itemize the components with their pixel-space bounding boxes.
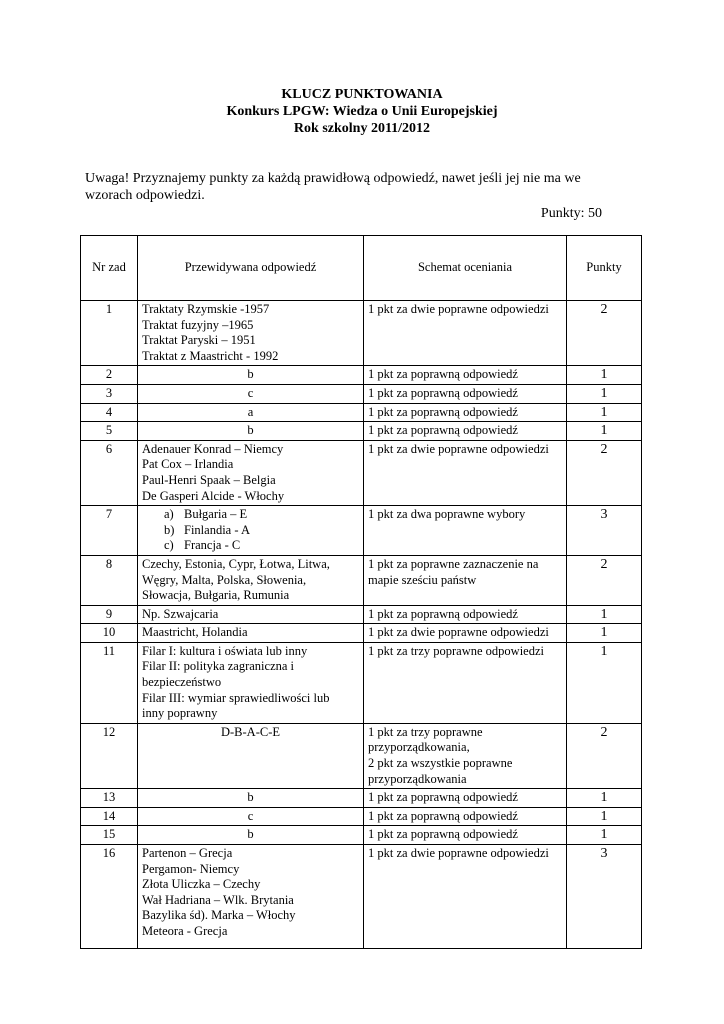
grading-scheme (364, 555, 567, 605)
scheme-line: 1 pkt za dwie poprawne odpowiedzi (368, 441, 549, 456)
points-value: 1 (567, 624, 642, 643)
grading-scheme (364, 605, 567, 624)
scheme-line: 1 pkt za poprawną odpowiedź (368, 790, 518, 805)
task-number: 7 (81, 506, 138, 556)
points-value: 2 (567, 723, 642, 788)
table-row (81, 845, 642, 949)
task-number: 9 (81, 605, 138, 624)
scheme-line: 1 pkt za poprawną odpowiedź (368, 423, 518, 438)
answer-line: b (247, 790, 254, 805)
answer-line: Złota Uliczka – Czechy (142, 877, 261, 892)
option-marker: c) (164, 538, 174, 553)
scheme-line: 1 pkt za trzy poprawne odpowiedzi (368, 643, 544, 658)
answer-line: c (247, 808, 254, 823)
note-line-1: Uwaga! Przyznajemy punkty za każdą prawidłową odpowiedź, nawet jeśli jej nie ma we (85, 171, 581, 186)
answer-option (142, 507, 359, 523)
grading-scheme (364, 403, 567, 422)
expected-answer (138, 301, 364, 366)
points-value: 2 (567, 440, 642, 505)
answer-line: Adenauer Konrad – Niemcy (142, 441, 284, 456)
answer-line: Pat Cox – Irlandia (142, 457, 234, 472)
table-row (81, 723, 642, 788)
grading-scheme (364, 422, 567, 441)
expected-answer (138, 807, 364, 826)
scheme-line: przyporządkowania (368, 771, 467, 786)
expected-answer (138, 826, 364, 845)
table-row (81, 826, 642, 845)
answer-line: Bazylika śd). Marka – Włochy (142, 908, 296, 923)
document-title: KLUCZ PUNKTOWANIA (281, 87, 443, 102)
grading-scheme (364, 384, 567, 403)
grading-scheme (364, 826, 567, 845)
option-marker: a) (164, 507, 174, 522)
table-row (81, 807, 642, 826)
answer-line: Słowacja, Bułgaria, Rumunia (142, 588, 290, 603)
expected-answer (138, 605, 364, 624)
header-answer: Przewidywana odpowiedź (138, 236, 364, 301)
grading-scheme (364, 642, 567, 723)
task-number: 5 (81, 422, 138, 441)
option-text: Francja - C (184, 538, 241, 553)
table-row (81, 403, 642, 422)
table-row (81, 506, 642, 556)
points-value: 1 (567, 642, 642, 723)
expected-answer (138, 723, 364, 788)
scheme-line: 1 pkt za dwie poprawne odpowiedzi (368, 625, 549, 640)
expected-answer (138, 845, 364, 949)
answer-option (142, 538, 359, 554)
answer-line: c (247, 385, 254, 400)
points-value: 3 (567, 506, 642, 556)
answer-line: bezpieczeństwo (142, 675, 222, 690)
answer-line: Węgry, Malta, Polska, Słowenia, (142, 572, 307, 587)
answer-line: Traktat z Maastricht - 1992 (142, 348, 279, 363)
grading-scheme (364, 789, 567, 808)
expected-answer (138, 384, 364, 403)
points-value: 1 (567, 403, 642, 422)
points-value: 1 (567, 789, 642, 808)
expected-answer (138, 555, 364, 605)
answer-option (142, 523, 359, 539)
task-number: 14 (81, 807, 138, 826)
table-row (81, 366, 642, 385)
table-row (81, 555, 642, 605)
expected-answer (138, 642, 364, 723)
table-row (81, 301, 642, 366)
table-row (81, 440, 642, 505)
table-header-row (81, 236, 642, 301)
grading-scheme (364, 723, 567, 788)
scheme-line: 1 pkt za dwie poprawne odpowiedzi (368, 302, 549, 316)
grading-scheme (364, 506, 567, 556)
document-subtitle: Konkurs LPGW: Wiedza o Unii Europejskiej (226, 104, 498, 119)
answer-line: Traktaty Rzymskie -1957 (142, 302, 270, 316)
scheme-line: 1 pkt za poprawną odpowiedź (368, 808, 518, 823)
scheme-line: przyporządkowania, (368, 740, 470, 755)
answer-line: Traktat Paryski – 1951 (142, 333, 256, 348)
answer-line: b (247, 367, 254, 382)
task-number: 1 (81, 301, 138, 366)
table-row (81, 642, 642, 723)
expected-answer (138, 624, 364, 643)
option-marker: b) (164, 522, 175, 537)
grading-scheme (364, 845, 567, 949)
answer-line: Czechy, Estonia, Cypr, Łotwa, Litwa, (142, 556, 330, 571)
task-number: 10 (81, 624, 138, 643)
header-nr: Nr zad (81, 236, 138, 301)
grading-scheme (364, 301, 567, 366)
points-value: 1 (567, 422, 642, 441)
scheme-line: 1 pkt za poprawną odpowiedź (368, 367, 518, 382)
points-value: 3 (567, 845, 642, 949)
scheme-line: 1 pkt za poprawną odpowiedź (368, 404, 518, 419)
answer-line: Traktat fuzyjny –1965 (142, 317, 254, 332)
school-year: Rok szkolny 2011/2012 (293, 121, 431, 136)
task-number: 12 (81, 723, 138, 788)
answer-line: Filar II: polityka zagraniczna i (142, 659, 295, 674)
answer-line: Np. Szwajcaria (142, 606, 219, 621)
answer-line: Maastricht, Holandia (142, 625, 248, 640)
answer-key-table (80, 235, 642, 949)
task-number: 2 (81, 366, 138, 385)
answer-line: Pergamon- Niemcy (142, 861, 240, 876)
expected-answer (138, 506, 364, 556)
expected-answer (138, 366, 364, 385)
task-number: 16 (81, 845, 138, 949)
answer-line: Wał Hadriana – Wlk. Brytania (142, 892, 294, 907)
points-value: 2 (567, 555, 642, 605)
header-points: Punkty (567, 236, 642, 301)
grading-scheme (364, 366, 567, 385)
points-value: 1 (567, 605, 642, 624)
option-text: Finlandia - A (184, 522, 250, 537)
scheme-line: 1 pkt za poprawną odpowiedź (368, 606, 518, 621)
table-body (81, 301, 642, 949)
points-value: 1 (567, 826, 642, 845)
grading-scheme (364, 624, 567, 643)
answer-line: b (247, 827, 254, 842)
task-number: 6 (81, 440, 138, 505)
task-number: 8 (81, 555, 138, 605)
scheme-line: 2 pkt za wszystkie poprawne (368, 756, 513, 771)
answer-line: Filar I: kultura i oświata lub inny (142, 643, 308, 658)
total-points: Punkty: 50 (540, 206, 602, 221)
points-value: 1 (567, 384, 642, 403)
answer-line: Meteora - Grecja (142, 924, 228, 938)
scheme-line: 1 pkt za poprawną odpowiedź (368, 827, 518, 842)
points-value: 1 (567, 807, 642, 826)
task-number: 13 (81, 789, 138, 808)
scheme-line: 1 pkt za dwie poprawne odpowiedzi (368, 846, 549, 861)
grading-scheme (364, 440, 567, 505)
answer-line: Paul-Henri Spaak – Belgia (142, 472, 276, 487)
answer-line: De Gasperi Alcide - Włochy (142, 488, 285, 503)
header-scheme: Schemat oceniania (364, 236, 567, 301)
scheme-line: 1 pkt za poprawną odpowiedź (368, 385, 518, 400)
answer-line: inny poprawny (142, 706, 218, 721)
scheme-line: 1 pkt za trzy poprawne (368, 724, 483, 739)
note-line-2: wzorach odpowiedzi. (85, 188, 205, 203)
answer-line: Filar III: wymiar sprawiedliwości lub (142, 690, 330, 705)
points-value: 1 (567, 366, 642, 385)
scheme-line: 1 pkt za poprawne zaznaczenie na (368, 556, 539, 571)
expected-answer (138, 403, 364, 422)
option-text: Bułgaria – E (184, 507, 248, 522)
answer-line: b (247, 423, 254, 438)
grading-scheme (364, 807, 567, 826)
table-row (81, 624, 642, 643)
scheme-line: 1 pkt za dwa poprawne wybory (368, 507, 526, 522)
task-number: 4 (81, 403, 138, 422)
expected-answer (138, 440, 364, 505)
scheme-line: mapie sześciu państw (368, 572, 477, 587)
table-row (81, 384, 642, 403)
answer-line: D-B-A-C-E (220, 724, 280, 739)
table-row (81, 605, 642, 624)
table-row (81, 422, 642, 441)
answer-line: a (247, 404, 254, 419)
answer-line: Partenon – Grecja (142, 846, 233, 861)
expected-answer (138, 789, 364, 808)
points-value: 2 (567, 301, 642, 366)
task-number: 3 (81, 384, 138, 403)
table-row (81, 789, 642, 808)
task-number: 11 (81, 642, 138, 723)
task-number: 15 (81, 826, 138, 845)
expected-answer (138, 422, 364, 441)
